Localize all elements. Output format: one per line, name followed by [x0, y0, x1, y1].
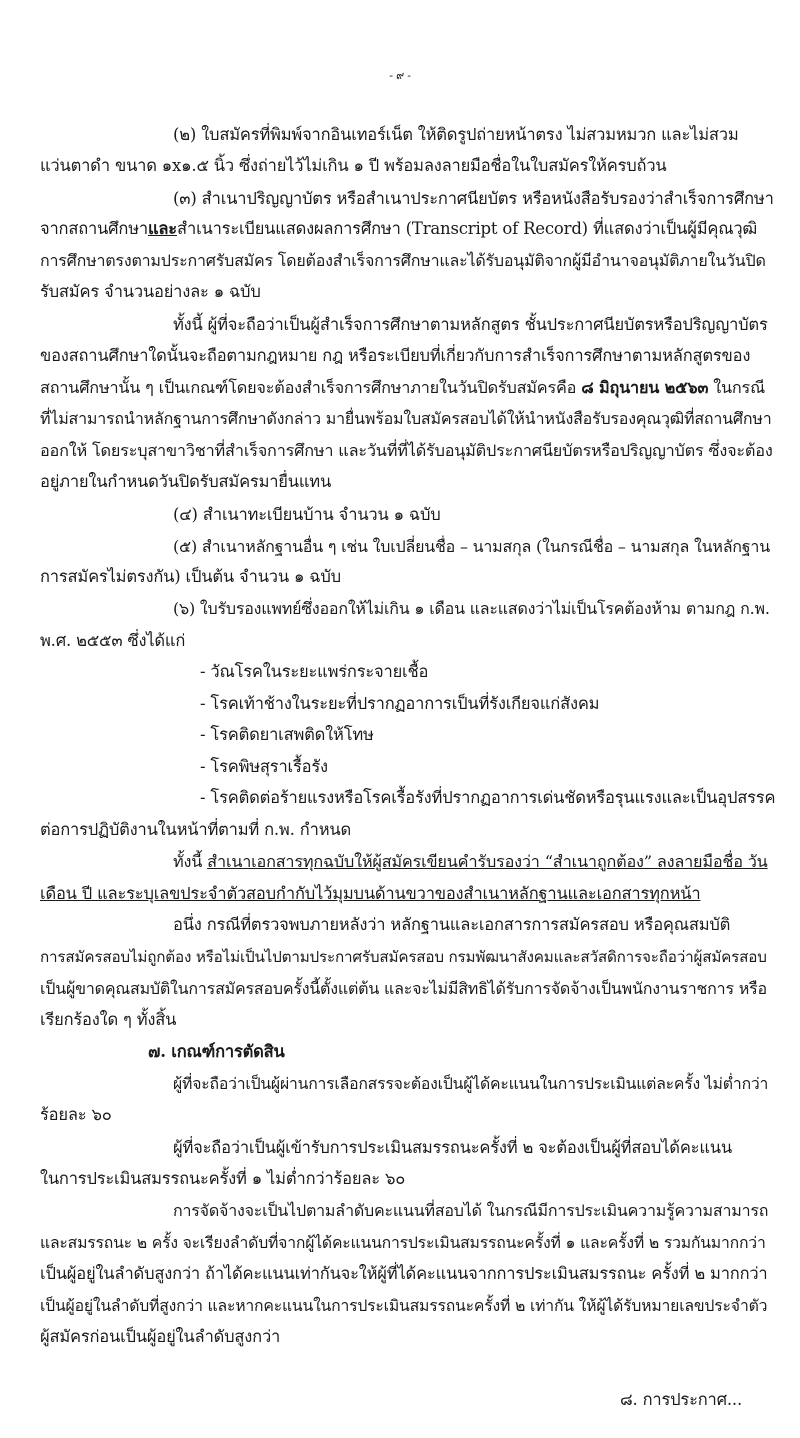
paragraph-line: ผู้ที่จะถือว่าเป็นผู้ผ่านการเลือกสรรจะต้องเป็นผู้ได้คะแนนในการประเมินแต่ละครั้ง ไม่ต่ำกว่า [173, 1074, 769, 1093]
paragraph-line: การศึกษาตรงตามประกาศรับสมัคร โดยต้องสำเร็จการศึกษาและได้รับอนุมัติจากผู้มีอำนาจอนุมัติภายในวันปิด [40, 251, 766, 270]
paragraph-line: ที่ไม่สามารถนำหลักฐานการศึกษาดังกล่าว มายื่นพร้อมใบสมัครสอบได้ให้นำหนังสือรับรองคุณวุฒิที่สถานศึกษา [40, 409, 772, 428]
paragraph-line: การสมัครสอบไม่ถูกต้อง หรือไม่เป็นไปตามประกาศรับสมัครสอบ กรมพัฒนาสังคมและสวัสดิการจะถือว่าผู้สมัครสอบ [40, 948, 767, 966]
paragraph-line [40, 219, 757, 239]
paragraph-line [40, 378, 765, 398]
text-segment: สถานศึกษานั้น ๆ เป็นเกณฑ์โดยจะต้องสำเร็จการศึกษาภายในวันปิดรับสมัครคือ [40, 378, 582, 397]
emphasis-and: และ [147, 219, 177, 238]
continuation-text: ๘. การประกาศ... [620, 1390, 742, 1409]
paragraph-line: แว่นตาดำ ขนาด ๑x๑.๕ นิ้ว ซึ่งถ่ายไว้ไม่เกิน ๑ ปี พร้อมลงลายมือชื่อในใบสมัครให้ครบถ้วน [40, 156, 667, 175]
paragraph-line: เป็นผู้อยู่ในลำดับสูงกว่า ถ้าได้คะแนนเท่ากันจะให้ผู้ที่ได้คะแนนจากการประเมินสมรรถนะ ครั้งที่ ๒ มากกว่า [40, 1264, 768, 1283]
paragraph-line: ผู้ที่จะถือว่าเป็นผู้เข้ารับการประเมินสมรรถนะครั้งที่ ๒ จะต้องเป็นผู้ที่สอบได้คะแนน [173, 1138, 732, 1157]
paragraph-line: (๒) ใบสมัครที่พิมพ์จากอินเทอร์เน็ต ให้ติดรูปถ่ายหน้าตรง ไม่สวมหมวก และไม่สวม [173, 125, 739, 144]
paragraph-line: การสมัครไม่ตรงกัน) เป็นต้น จำนวน ๑ ฉบับ [40, 567, 341, 586]
page-number: - ๙ - [389, 69, 411, 82]
list-item: - วัณโรคในระยะแพร่กระจายเชื้อ [200, 662, 429, 681]
paragraph-line: ผู้สมัครก่อนเป็นผู้อยู่ในลำดับสูงกว่า [40, 1327, 281, 1346]
paragraph-line: ทั้งนี้ ผู้ที่จะถือว่าเป็นผู้สำเร็จการศึกษาตามหลักสูตร ชั้นประกาศนียบัตรหรือปริญญาบัตร [173, 315, 768, 334]
paragraph-line: (๖) ใบรับรองแพทย์ซึ่งออกให้ไม่เกิน ๑ เดือน และแสดงว่าไม่เป็นโรคต้องห้าม ตามกฎ ก.พ. [173, 599, 770, 618]
paragraph-line: เป็นผู้ขาดคุณสมบัติในการสมัครสอบครั้งนี้ตั้งแต่ต้น และจะไม่มีสิทธิได้รับการจัดจ้างเป็นพนักงานราชการ หรือ [40, 979, 767, 998]
paragraph-line: รับสมัคร จำนวนอย่างละ ๑ ฉบับ [40, 282, 261, 301]
paragraph-line: อนึ่ง กรณีที่ตรวจพบภายหลังว่า หลักฐานและเอกสารการสมัครสอบ หรือคุณสมบัติ [173, 915, 731, 934]
list-item: - โรคพิษสุราเรื้อรัง [200, 757, 328, 776]
paragraph-line: (๔) สำเนาทะเบียนบ้าน จำนวน ๑ ฉบับ [173, 505, 441, 524]
paragraph-line: ของสถานศึกษาใดนั้นจะถือตามกฎหมาย กฎ หรือระเบียบที่เกี่ยวกับการสำเร็จการศึกษาตามหลักสูตรของ [40, 346, 751, 365]
section-heading: ๗. เกณฑ์การตัดสิน [148, 1042, 285, 1061]
paragraph-line: การจัดจ้างจะเป็นไปตามลำดับคะแนนที่สอบได้ ในกรณีมีการประเมินความรู้ความสามารถ [173, 1201, 769, 1220]
paragraph-line: และสมรรถนะ ๒ ครั้ง จะเรียงลำดับที่จากผู้ได้คะแนนการประเมินสมรรถนะครั้งที่ ๑ และครั้งที่ ๒ รวมกันมากกว่า [40, 1233, 766, 1252]
list-item: - โรคติดต่อร้ายแรงหรือโรคเรื้อรังที่ปรากฏอาการเด่นชัดหรือรุนแรงและเป็นอุปสรรค [200, 788, 776, 807]
text-segment: ทั้งนี้ [173, 852, 208, 871]
underlined-text: สำเนาเอกสารทุกฉบับให้ผู้สมัครเขียนคำรับรองว่า “สำเนาถูกต้อง” ลงลายมือชื่อ วัน [207, 852, 768, 871]
list-item: - โรคเท้าช้างในระยะที่ปรากฏอาการเป็นที่รังเกียจแก่สังคม [200, 694, 600, 713]
closing-date: ๘ มิถุนายน ๒๕๖๓ [581, 378, 709, 397]
paragraph-line: (๓) สำเนาปริญญาบัตร หรือสำเนาประกาศนียบัตร หรือหนังสือรับรองว่าสำเร็จการศึกษา [173, 189, 774, 208]
paragraph-line: ออกให้ โดยระบุสาขาวิชาที่สำเร็จการศึกษา และวันที่ที่ได้รับอนุมัติประกาศนียบัตรหรือปริญญาบัตร ซึ่งจะต้อง [40, 441, 773, 460]
paragraph-line: เรียกร้องใด ๆ ทั้งสิ้น [40, 1010, 177, 1029]
notice-line [173, 852, 768, 872]
paragraph-line: พ.ศ. ๒๕๕๓ ซึ่งได้แก่ [40, 631, 186, 650]
text-segment: ในกรณี [708, 378, 765, 397]
paragraph-line: (๕) สำเนาหลักฐานอื่น ๆ เช่น ใบเปลี่ยนชื่อ – นามสกุล (ในกรณีชื่อ – นามสกุล ในหลักฐาน [173, 537, 770, 556]
paragraph-line: เป็นผู้อยู่ในลำดับที่สูงกว่า และหากคะแนนในการประเมินสมรรถนะครั้งที่ ๒ เท่ากัน ให้ผู้ได้รับหมายเลขประจำตัว [40, 1296, 768, 1315]
text-segment: สำเนาระเบียนแสดงผลการศึกษา (Transcript of Record) ที่แสดงว่าเป็นผู้มีคุณวุฒิ [176, 219, 758, 238]
list-item: - โรคติดยาเสพติดให้โทษ [200, 725, 374, 744]
paragraph-line: ต่อการปฏิบัติงานในหน้าที่ตามที่ ก.พ. กำหนด [40, 820, 352, 839]
notice-line: เดือน ปี และระบุเลขประจำตัวสอบกำกับไว้มุมบนด้านขวาของสำเนาหลักฐานและเอกสารทุกหน้า [40, 884, 701, 903]
text-segment: จากสถานศึกษา [40, 219, 148, 238]
paragraph-line: ร้อยละ ๖๐ [40, 1105, 112, 1124]
paragraph-line: อยู่ภายในกำหนดวันปิดรับสมัครมายื่นแทน [40, 472, 332, 491]
paragraph-line: ในการประเมินสมรรถนะครั้งที่ ๑ ไม่ต่ำกว่าร้อยละ ๖๐ [40, 1169, 406, 1188]
